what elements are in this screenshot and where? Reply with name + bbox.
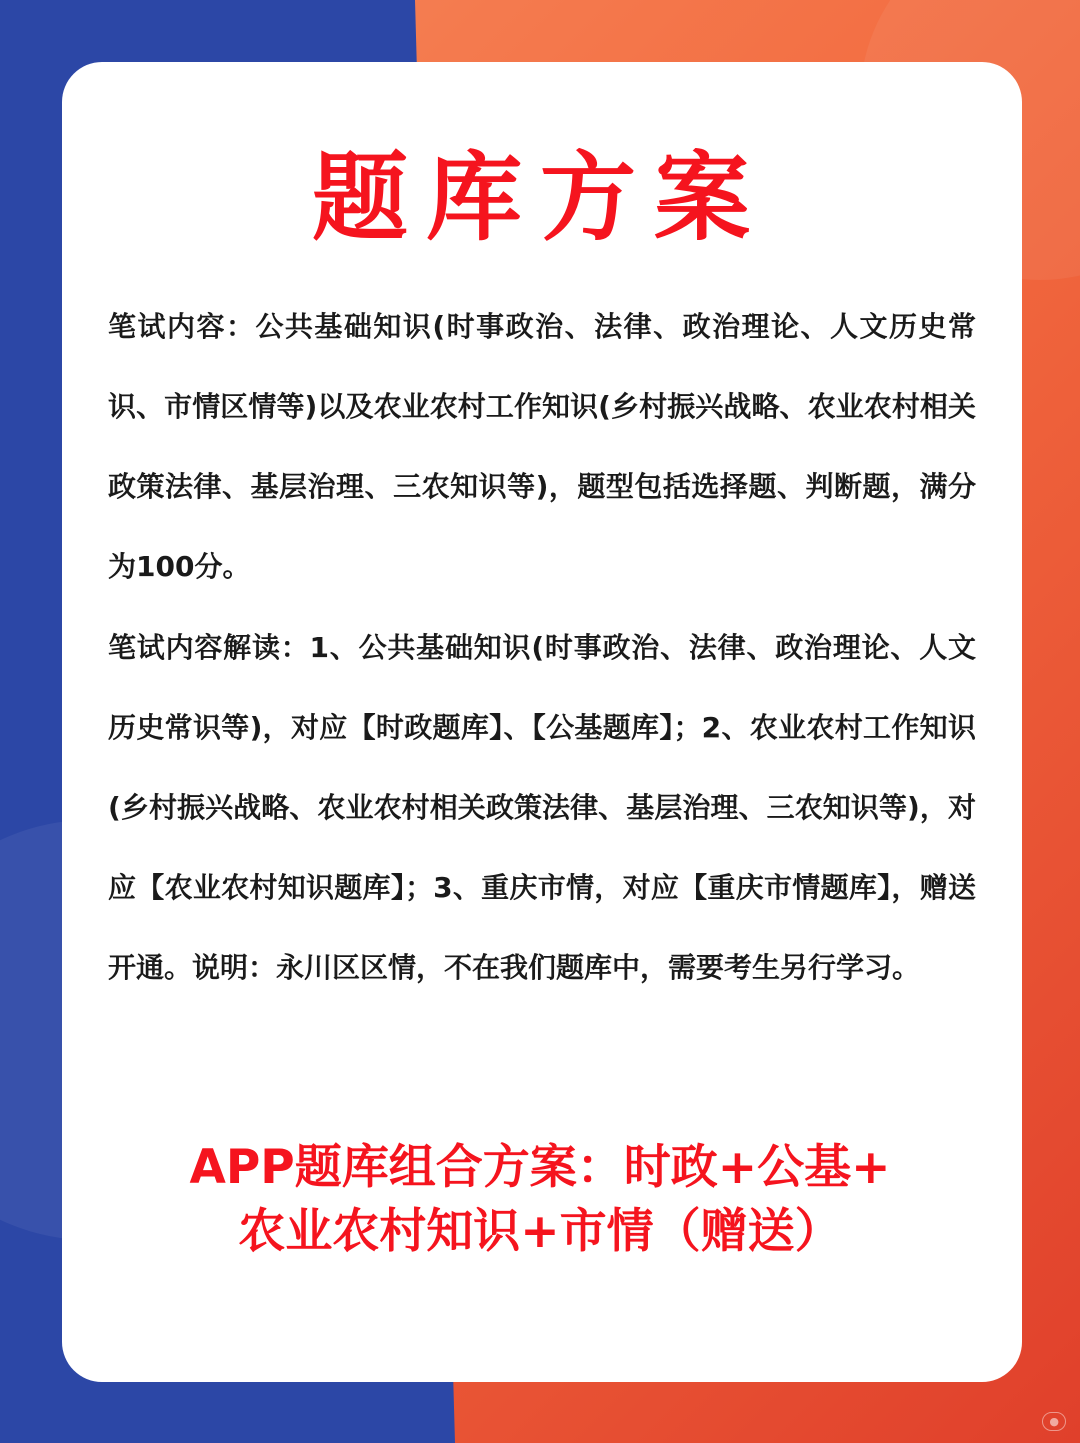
app-plan-line-2: 农业农村知识+市情（赠送） [238,1204,842,1259]
page-title: 题库方案 [312,142,768,254]
app-plan-callout [0,1136,1080,1264]
exam-content-paragraph: 笔试内容：公共基础知识(时事政治、法律、政治理论、人文历史常识、市情区情等)以及农业农村工作知识(乡村振兴战略、农业农村相关政策法律、基层治理、三农知识等)，题型包括选择题、判断题，满分为100分。 [108,310,976,583]
app-plan-line-1: APP题库组合方案：时政+公基+ [189,1140,891,1195]
exam-content-interpretation-paragraph: 笔试内容解读：1、公共基础知识(时事政治、法律、政治理论、人文历史常识等)，对应【时政题库】、【公基题库】；2、农业农村工作知识(乡村振兴战略、农业农村相关政策法律、基层治理、三农知识等)，对应【农业农村知识题库】；3、重庆市情，对应【重庆市情题库】，赠送开通。说明：永川区区情，不在我们题库中，需要考生另行学习。 [108,631,976,984]
watermark-logo: ● [1042,1412,1066,1431]
